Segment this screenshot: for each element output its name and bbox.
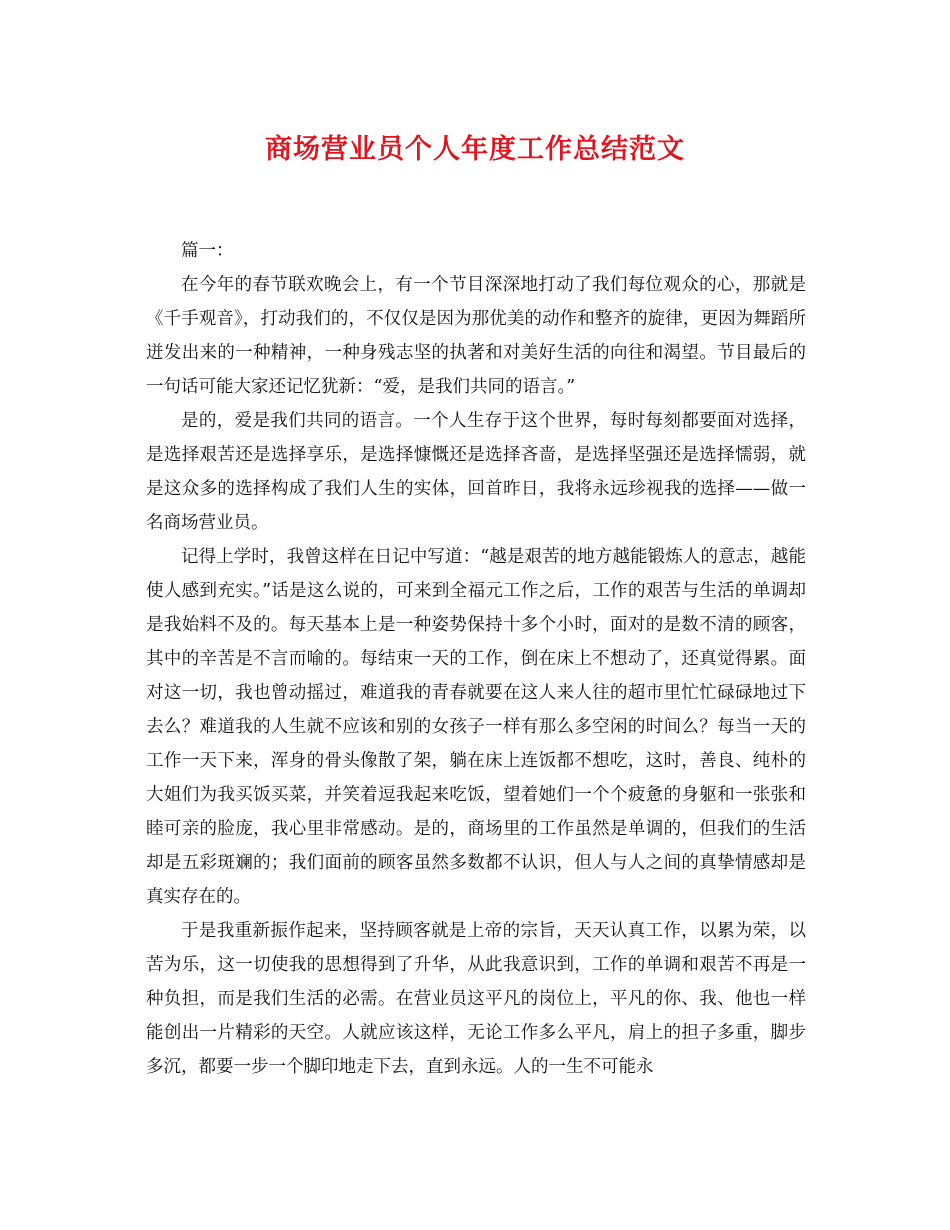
paragraph-2: 是的，爱是我们共同的语言。一个人生存于这个世界，每时每刻都要面对选择，是选择艰苦还是选择享乐，是选择慷慨还是选择吝啬，是选择坚强还是选择懦弱，就是这众多的选择构成了我们人生的实体，回首昨日，我将永远珍视我的选择——做一名商场营业员。 <box>146 411 806 533</box>
section-heading: 篇一： <box>181 241 234 261</box>
paragraph-3: 记得上学时，我曾这样在日记中写道：“越是艰苦的地方越能锻炼人的意志，越能使人感到充实。”话是这么说的，可来到全福元工作之后，工作的艰苦与生活的单调却是我始料不及的。每天基本上是一种姿势保持十多个小时，面对的是数不清的顾客，其中的辛苦是不言而喻的。每结束一天的工作，倒在床上不想动了，还真觉得累。面对这一切，我也曾动摇过，难道我的青春就要在这人来人往的超市里忙忙碌碌地过下去么？难道我的人生就不应该和别的女孩子一样有那么多空闲的时间么？每当一天的工作一天下来，浑身的骨头像散了架，躺在床上连饭都不想吃，这时，善良、纯朴的大姐们为我买饭买菜，并笑着逗我起来吃饭，望着她们一个个疲惫的身躯和一张张和睦可亲的脸庞，我心里非常感动。是的，商场里的工作虽然是单调的，但我们的生活却是五彩斑斓的；我们面前的顾客虽然多数都不认识，但人与人之间的真挚情感却是真实存在的。 <box>146 547 806 907</box>
paragraph-4: 于是我重新振作起来，坚持顾客就是上帝的宗旨，天天认真工作，以累为荣，以苦为乐，这一切使我的思想得到了升华，从此我意识到，工作的单调和艰苦不再是一种负担，而是我们生活的必需。在营业员这平凡的岗位上，平凡的你、我、他也一样能创出一片精彩的天空。人就应该这样，无论工作多么平凡，肩上的担子多重，脚步多沉，都要一步一个脚印地走下去，直到永远。人的一生不可能永 <box>146 921 806 1077</box>
document-title: 商场营业员个人年度工作总结范文 <box>265 134 685 165</box>
document-body <box>146 234 806 1084</box>
paragraph-1: 在今年的春节联欢晚会上，有一个节目深深地打动了我们每位观众的心，那就是《千手观音》，打动我们的，不仅仅是因为那优美的动作和整齐的旋律，更因为舞蹈所迸发出来的一种精神，一种身残志坚的执著和对美好生活的向往和渴望。节目最后的一句话可能大家还记忆犹新：“爱，是我们共同的语言。” <box>146 275 806 397</box>
